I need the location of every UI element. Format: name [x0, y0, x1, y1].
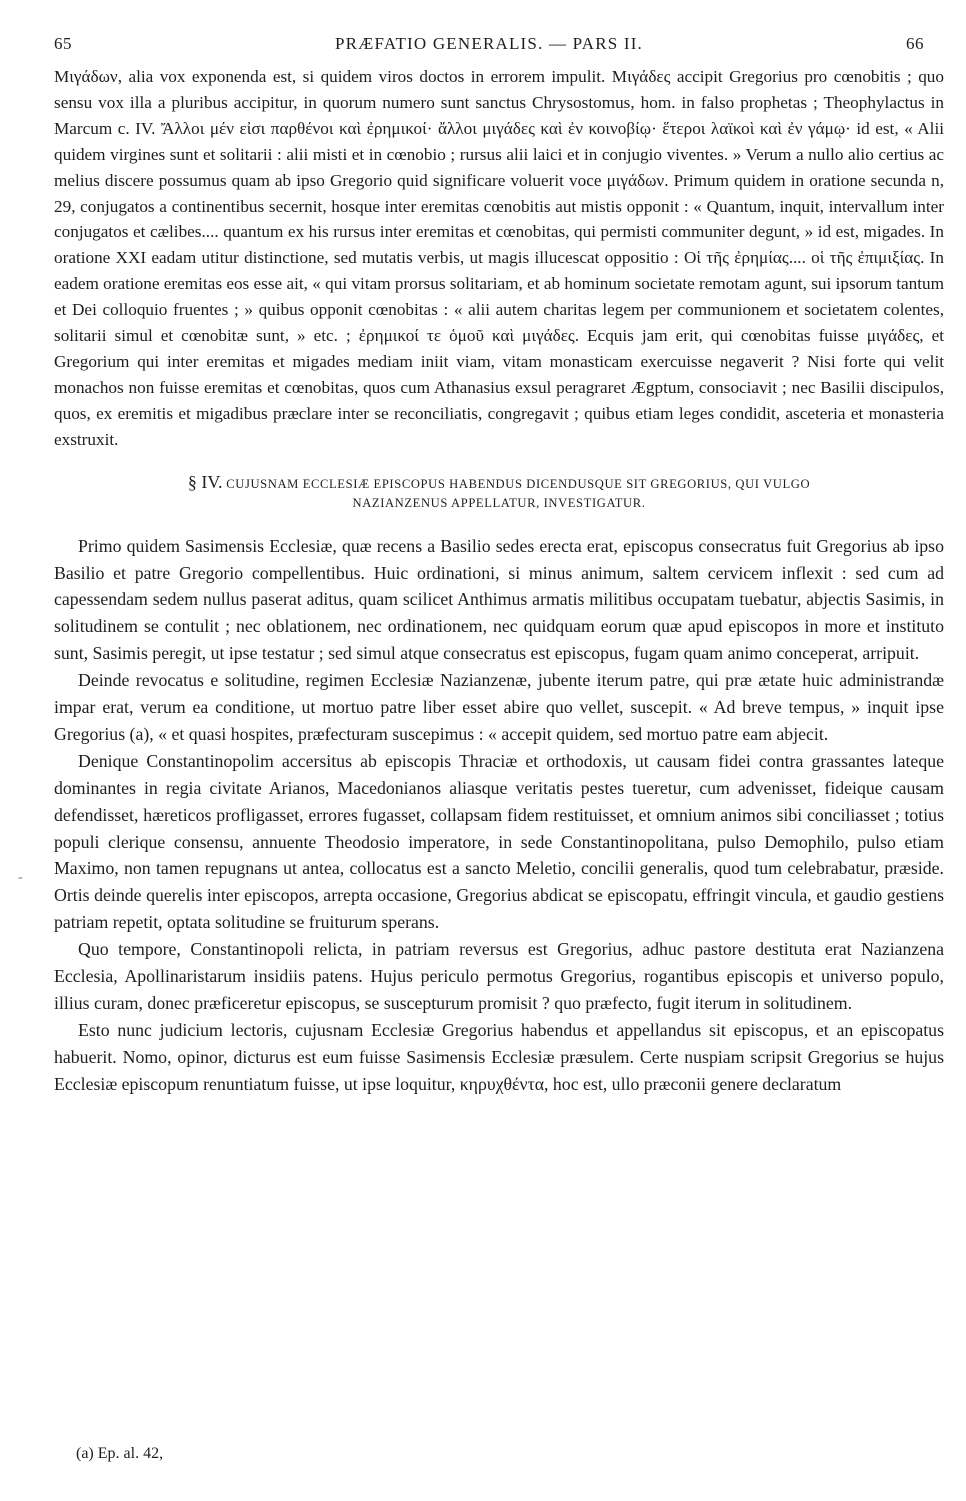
paragraph: Deinde revocatus e solitudine, regimen Ecclesiæ Nazianzenæ, jubente iterum patre, qui præ ætate huic administrandæ impar erat, verum ea conditione, ut mortuo patre liber esset abire quo vellet, suscepit. « Ad breve tempus, » inquit ipse Gregorius (a), « et quasi hospites, præfecturam suscepimus : « accepit quidem, sed mortuo patre eam abjecit.: [54, 670, 944, 744]
running-head: [54, 34, 924, 64]
text-block-intro: [54, 64, 944, 453]
text-block-section-iv: [54, 533, 944, 1098]
running-title: PRÆFATIO GENERALIS. — PARS II.: [334, 34, 644, 53]
paragraph: Quo tempore, Constantinopoli relicta, in patriam reversus est Gregorius, adhuc pastore destituta erat Nazianzena Ecclesia, Apollinaristarum insidiis patens. Hujus periculo permotus Gregorius, rogantibus episcopis et universo populo, illius curam, donec præficeretur episcopus, se suscepturum promisit ? quo præfecto, fugit iterum in solitudinem.: [54, 939, 944, 1013]
paragraph: Denique Constantinopolim accersitus ab episcopis Thraciæ et orthodoxis, ut causam fidei contra grassantes lateque dominantes in regia civitate Arianos, Macedonianos aliasque veritatis pestes tueretur, cum advenisset, fideique causam defendisset, hæreticos profligasset, errores fugasset, collapsam fidem restituisset, et omnium animos sibi conciliasset ; totius populi clerique consensu, annuente Theodosio imperatore, in sede Constantinopolitana, pulso Demophilo, pulso etiam Maximo, non tamen repugnans ut antea, collocatus est a sancto Meletio, concilii generalis, quod tum celebrabatur, præside. Ortis deinde querelis inter episcopos, arrepta occasione, Gregorius abdicat se episcopatu, effringit vincula, et gaudio gestiens patriam repetit, optata solitudine se fruiturum sperans.: [54, 750, 944, 933]
margin-mark: -: [18, 870, 23, 885]
paragraph: Μιγάδων, alia vox exponenda est, si quidem viros doctos in errorem impulit. Μιγάδες accipit Gregorius pro cœnobitis ; quo sensu vox illa a pluribus accipitur, in quorum numero sunt sanctus Chrysostomus, hom. in falso prophetas ; Theophylactus in Marcum c. IV. Ἄλλοι μέν εἰσι παρθένοι καὶ ἐρημικοί· ἄλλοι μιγάδες καὶ ἐν κοινοβίῳ· ἕτεροι λαϊκοὶ καὶ ἐν γάμῳ· id est, « Alii quidem virgines sunt et solitarii : alii misti et in cœnobio ; rursus alii laici et in conjugio viventes. » Verum a nullo alio certius ac melius discere possumus quam ab ipso Gregorio quid significare voluerit voce μιγάδων. Primum quidem in oratione secunda n, 29, conjugatos a continentibus secernit, hosque inter eremitas cœnobitis aut mistis opponit : « Quantum, inquit, intervallum inter conjugatos et cælibes.... quantum ex his rursus inter eremitas et cœnobitas, qui permisti communiter degunt, » id est, migades. In oratione XXI eadam utitur distinctione, sed mutatis verbis, ut magis illucescat oppositio : Οἱ τῆς ἐρημίας.... οἱ τῆς ἐπιμιξίας. In eadem oratione eremitas eos esse ait, « qui vitam prorsus solitariam, et ab hominum societate remotam agunt, sui ipsorum tantum et Dei colloquio fruentes ; » quibus opponit cœnobitas : « alii autem charitas legem per communionem et societatem colentes, solitarii simul et cœnobitæ sunt, » etc. ; ἐρημικοί τε ὁμοῦ καὶ μιγάδες. Ecquis jam erit, qui cœnobitas fuisse μιγάδες, et Gregorium qui inter eremitas et migades mediam iniit viam, vitam monasticam exercuisse negaverit ? Nisi forte qui velit monachos non fuisse eremitas et cœnobitas, quos cum Athanasius exsul peragraret Ægptum, consociavit ; nec Basilii discipulos, quos, ex eremitis et migadibus præclare inter se reconciliatis, congregavit ; quibus etiam leges condidit, asceteria et monasteria exstruxit.: [54, 67, 944, 449]
page-number-left: 65: [54, 34, 72, 53]
footnote: (a) Ep. al. 42,: [76, 1445, 164, 1462]
section-title-line-2: NAZIANZENUS APPELLATUR, INVESTIGATUR.: [352, 495, 646, 510]
section-heading: [54, 473, 944, 513]
page-number-right: 66: [905, 34, 924, 53]
section-title-line-1: CUJUSNAM ECCLESIÆ EPISCOPUS HABENDUS DICENDUSQUE SIT GREGORIUS, QUI VULGO: [226, 476, 811, 491]
section-number: § IV.: [187, 471, 223, 492]
paragraph: Primo quidem Sasimensis Ecclesiæ, quæ recens a Basilio sedes erecta erat, episcopus consecratus fuit Gregorius ab ipso Basilio et patre Gregorio compellentibus. Huic ordinationi, si minus animum, saltem cervicem inflexit : sed cum ad capessendam sedem nullus paserat aditus, quam scilicet Anthimus armatis militibus occupatam tuebatur, abjectis Sasimis, in solitudinem se contulit ; nec oblationem, nec ordinationem, nec quidquam eorum quæ apud episcopos in more et instituto sunt, Sasimis peregit, ut ipse testatur ; sed simul atque consecratus est episcopus, fugam quam animo conceperat, arripuit.: [54, 535, 944, 664]
paragraph: Esto nunc judicium lectoris, cujusnam Ecclesiæ Gregorius habendus et appellandus sit episcopus, et an episcopatus habuerit. Nomo, opinor, dicturus est eum fuisse Sasimensis Ecclesiæ præsulem. Certe nuspiam scripsit Gregorius se hujus Ecclesiæ episcopum renuntiatum fuisse, ut ipse loquitur, κηρυχθέντα, hoc est, ullo præconii genere declaratum: [54, 1019, 944, 1094]
